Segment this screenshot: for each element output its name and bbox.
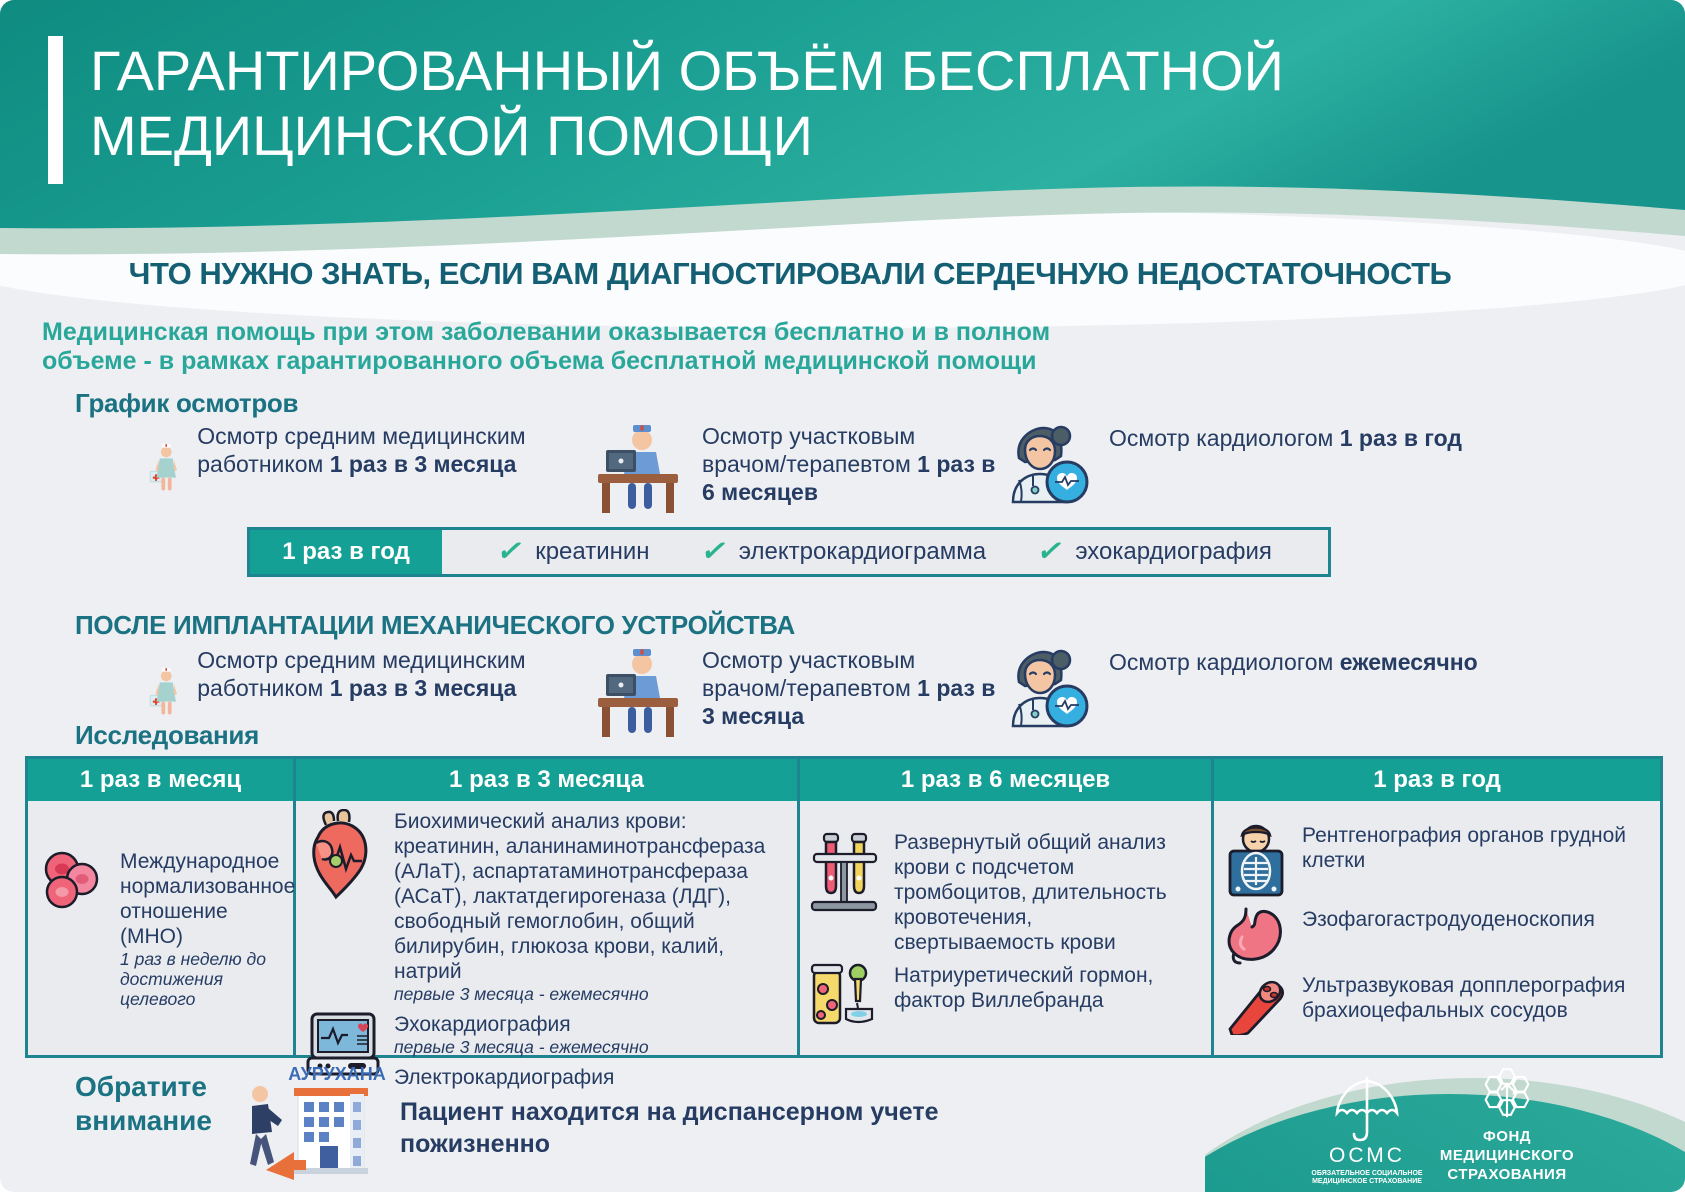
notice-heading: Обратите внимание	[75, 1071, 212, 1136]
research-item-text: Биохимический анализ крови: креатинин, аланинаминотрансфераза (АЛаТ), аспартатаминотрансфераза (АСаТ), лактатдегирогеназа (ЛДГ), свободный гемоглобин, общий билирубин, глюкоза крови, калий, натрий первые 3 месяца - ежемесячно	[394, 810, 766, 1004]
vessel-icon	[1224, 973, 1288, 1035]
column-header: 1 раз в месяц	[28, 759, 296, 801]
page-title-line1: ГАРАНТИРОВАННЫЙ ОБЪЁМ БЕСПЛАТНОЙ	[90, 39, 1284, 102]
cardiologist-icon	[1005, 424, 1093, 504]
schedule-item-text: Осмотр средним медицинским работником 1 раз в 3 месяца	[197, 647, 526, 701]
after-implantation-heading: ПОСЛЕ ИМПЛАНТАЦИИ МЕХАНИЧЕСКОГО УСТРОЙСТВА	[75, 610, 795, 640]
heart-icon	[306, 809, 380, 903]
cardiologist-icon	[1005, 648, 1093, 728]
test-item: ✓ креатинин	[494, 534, 650, 569]
schedule-item-text: Осмотр кардиологом ежемесячно	[1109, 649, 1478, 675]
page-title	[90, 38, 1284, 168]
clinic-label: АУРУХАНА	[288, 1064, 386, 1084]
test-tubes-icon	[810, 830, 880, 914]
research-item-text: Рентгенография органов грудной клетки	[1302, 824, 1627, 872]
fund-emblem-icon	[1476, 1061, 1538, 1123]
schedule-heading: График осмотров	[75, 388, 299, 418]
yearly-bar-tests	[442, 530, 1328, 574]
research-item	[306, 809, 787, 1004]
research-item-text: Развернутый общий анализ крови с подсчетом тромбоцитов, длительность кровотечения, свертываемость крови	[894, 830, 1167, 954]
check-icon: ✓	[494, 534, 528, 569]
stomach-icon	[1224, 907, 1288, 965]
page-subtitle: ЧТО НУЖНО ЗНАТЬ, ЕСЛИ ВАМ ДИАГНОСТИРОВАЛИ СЕРДЕЧНУЮ НЕДОСТАТОЧНОСТЬ	[128, 256, 1452, 291]
yearly-bar-label: 1 раз в год	[250, 530, 442, 574]
research-col-yearly	[1214, 801, 1660, 1055]
osms-subtitle: ОБЯЗАТЕЛЬНОЕ СОЦИАЛЬНОЕ МЕДИЦИНСКОЕ СТРАХОВАНИЕ	[1311, 1170, 1423, 1185]
implant-item-cardiologist	[1005, 648, 1525, 728]
schedule-item-text: Осмотр участковым врачом/терапевтом 1 раз в 3 месяца	[702, 647, 996, 729]
intro-text: Медицинская помощь при этом заболевании оказывается бесплатно и в полном объеме - в рамках гарантированного объема бесплатной медицинской помощи	[42, 318, 1051, 375]
research-col-monthly	[28, 801, 296, 1055]
clinic-building-icon	[240, 1086, 390, 1186]
research-item	[1224, 907, 1650, 965]
check-icon: ✓	[1034, 534, 1068, 569]
research-item-text: Международное нормализованное отношение (МНО) 1 раз в неделю до достижения целевого	[120, 850, 296, 1009]
research-heading: Исследования	[75, 720, 259, 750]
nurse-icon	[148, 422, 181, 514]
blood-cells-icon	[38, 849, 106, 911]
column-header: 1 раз в 3 месяца	[296, 759, 800, 801]
fund-name: ФОНД МЕДИЦИНСКОГО СТРАХОВАНИЯ	[1439, 1128, 1575, 1183]
research-col-halfyear	[800, 801, 1214, 1055]
title-accent-bar	[48, 36, 63, 184]
research-item-text: Эзофагогастродуоденоскопия	[1302, 908, 1595, 931]
yearly-tests-bar	[247, 527, 1331, 577]
osms-logo	[1307, 1076, 1427, 1186]
schedule-item-text: Осмотр кардиологом 1 раз в год	[1109, 425, 1463, 451]
district-doctor-icon	[590, 422, 686, 514]
research-item	[1224, 823, 1650, 899]
research-item-text: Эхокардиография первые 3 месяца - ежемесячно Электрокардиография	[394, 1013, 649, 1089]
schedule-item-nurse	[148, 422, 548, 514]
research-table-header	[28, 759, 1660, 801]
research-item	[38, 849, 296, 1009]
lab-sample-icon	[810, 963, 880, 1029]
research-item	[810, 830, 1201, 955]
schedule-item-district-doctor	[590, 422, 1010, 514]
schedule-item-text: Осмотр средним медицинским работником 1 раз в 3 месяца	[197, 423, 526, 477]
notice-text: Пациент находится на диспансерном учете пожизненно	[400, 1098, 939, 1158]
osms-acronym: ОСМС	[1329, 1144, 1405, 1167]
chest-xray-icon	[1224, 823, 1288, 899]
schedule-item-cardiologist	[1005, 424, 1525, 504]
test-item: ✓ эхокардиография	[1034, 534, 1272, 569]
research-item-text: Ультразвуковая допплерография брахиоцефальных сосудов	[1302, 974, 1626, 1022]
implant-item-district-doctor	[590, 646, 1010, 738]
column-header: 1 раз в год	[1214, 759, 1660, 801]
check-icon: ✓	[697, 534, 731, 569]
schedule-item-text: Осмотр участковым врачом/терапевтом 1 раз в 6 месяцев	[702, 423, 996, 505]
page-title-line2: МЕДИЦИНСКОЙ ПОМОЩИ	[90, 104, 813, 167]
test-item: ✓ электрокардиограмма	[697, 534, 987, 569]
umbrella-icon	[1330, 1076, 1404, 1142]
column-header: 1 раз в 6 месяцев	[800, 759, 1214, 801]
research-item	[810, 963, 1201, 1029]
district-doctor-icon	[590, 646, 686, 738]
research-item	[1224, 973, 1650, 1035]
research-item-text: Натриуретический гормон, фактор Виллебранда	[894, 963, 1154, 1012]
fund-logo	[1437, 1061, 1577, 1184]
